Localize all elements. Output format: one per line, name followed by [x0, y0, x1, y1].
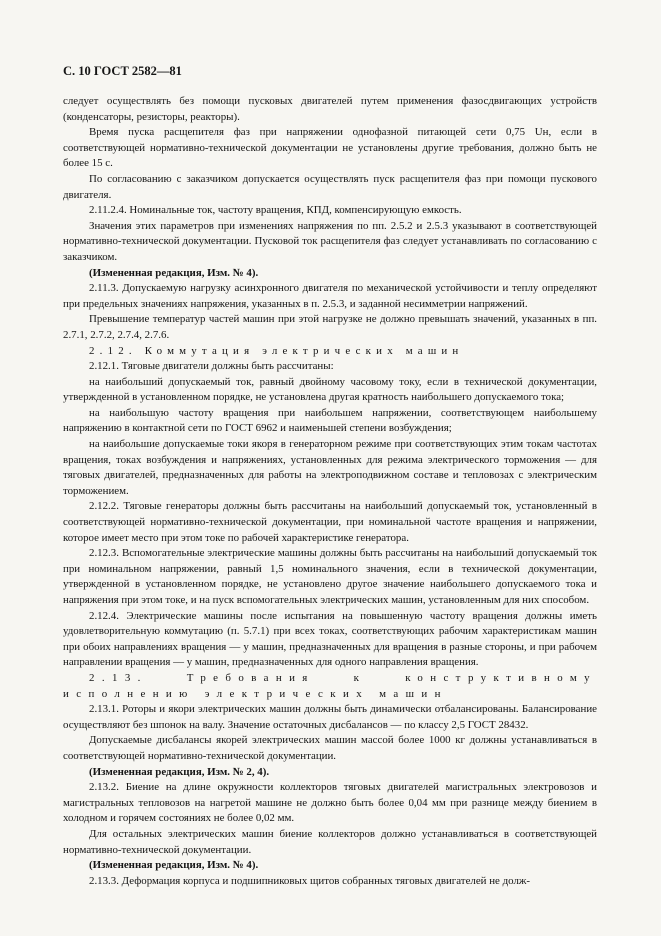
paragraph: Превышение температур частей машин при этой нагрузке не должно превышать значений, указанных в пп. 2.7.1, 2.7.2, 2.7.4, 2.7.6.: [63, 313, 597, 341]
paragraph: 2.12.2. Тяговые генераторы должны быть рассчитаны на наибольший допускаемый ток, установленный в соответствующей нормативно-технической документации, при номинальной частоте вращения и напряжении, которое имеет место при этом токе по рабочей характеристике генератора.: [63, 500, 597, 544]
section-heading: 2.13. Требования к конструктивному исполнению электрических машин: [63, 671, 597, 700]
amendment-note: (Измененная редакция, Изм. № 4).: [89, 859, 259, 872]
section-heading: 2.12. Коммутация электрических машин: [89, 344, 464, 357]
paragraph: Значения этих параметров при изменениях напряжения по пп. 2.5.2 и 2.5.3 указывают в соответствующей нормативно-технической документации. Пусковой ток расщепителя фаз следует устанавливать по согласованию с заказчиком.: [63, 219, 597, 263]
paragraph: 2.13.1. Роторы и якори электрических машин должны быть динамически отбалансированы. Балансирование осуществляют без шпонок на валу. Значение остаточных дисбалансов — по классу 2,5 ГОСТ 28432.: [63, 703, 597, 731]
paragraph: По согласованию с заказчиком допускается осуществлять пуск расщепителя фаз при помощи пускового двигателя.: [63, 172, 597, 201]
paragraph: на наибольшие допускаемые токи якоря в генераторном режиме при соответствующих этим токам частотах вращения, токах возбуждения и напряжениях, установленных для режима электрического торможения — для тяговых двигателей, предназначенных для работы на электроподвижном составе и тепловозах с электрическим торможением.: [63, 438, 597, 497]
paragraph: 2.13.3. Деформация корпуса и подшипниковых щитов собранных тяговых двигателей не долж-: [89, 874, 531, 887]
page-header: С. 10 ГОСТ 2582—81: [63, 64, 182, 78]
paragraph: следует осуществлять без помощи пусковых двигателей путем применения фазосдвигающих устройств (конденсаторы, резисторы, реакторы).: [63, 95, 597, 123]
paragraph: на наибольший допускаемый ток, равный двойному часовому току, если в технической документации, утвержденной в установленном порядке, не установлена другая кратность наибольшего допускаемого тока;: [63, 375, 597, 404]
amendment-note: (Измененная редакция, Изм. № 2, 4).: [89, 765, 270, 778]
paragraph: Для остальных электрических машин биение коллекторов должно устанавливаться в соответствующей нормативно-технической документации.: [63, 827, 597, 856]
paragraph: 2.11.3. Допускаемую нагрузку асинхронного двигателя по механической устойчивости и теплу определяют при предельных значениях напряжения, указанных в п. 2.5.3, и заданной несимметрии напряжений.: [63, 282, 597, 310]
paragraph: 2.12.4. Электрические машины после испытания на повышенную частоту вращения должны иметь удовлетворительную коммутацию (п. 5.7.1) при всех токах, соответствующих рабочим характеристикам машин при обоих направлениях вращения — у машин, предназначенных для вращения в разные стороны, и при рабочем направлении вращения — у машин, предназначенных для одного направления вращения.: [63, 609, 597, 669]
paragraph: 2.13.2. Биение на длине окружности коллекторов тяговых двигателей магистральных электровозов и магистральных тепловозов на нагретой машине не должно быть более 0,04 мм при разнице между биением в холодном и горячем состояниях не более 0,02 мм.: [63, 781, 597, 825]
document-body: [63, 94, 597, 889]
paragraph: на наибольшую частоту вращения при наибольшем напряжении, соответствующем наибольшему напряжению в контактной сети по ГОСТ 6962 и наименьшей степени возбуждения;: [63, 406, 597, 435]
paragraph: Время пуска расщепителя фаз при напряжении однофазной питающей сети 0,75 Uн, если в соответствующей нормативно-технической документации не установлены другие требования, должно быть не более 15 с.: [63, 126, 597, 170]
paragraph: 2.11.2.4. Номинальные ток, частоту вращения, КПД, компенсирующую емкость.: [89, 204, 462, 217]
amendment-note: (Измененная редакция, Изм. № 4).: [89, 266, 259, 279]
paragraph: 2.12.3. Вспомогательные электрические машины должны быть рассчитаны на наибольший допускаемый ток при номинальном напряжении, равный 1,5 номинального значения, если в технической документации, утвержденной в установленном порядке, не установлено другое значение наибольшего допускаемого тока и напряжения при этом токе, и на пуск вспомогательных электрических машин, установленным для них способом.: [63, 547, 597, 606]
paragraph: 2.12.1. Тяговые двигатели должны быть рассчитаны:: [89, 360, 334, 373]
paragraph: Допускаемые дисбалансы якорей электрических машин массой более 1000 кг должны устанавливаться в соответствующей нормативно-технической документации.: [63, 734, 597, 762]
